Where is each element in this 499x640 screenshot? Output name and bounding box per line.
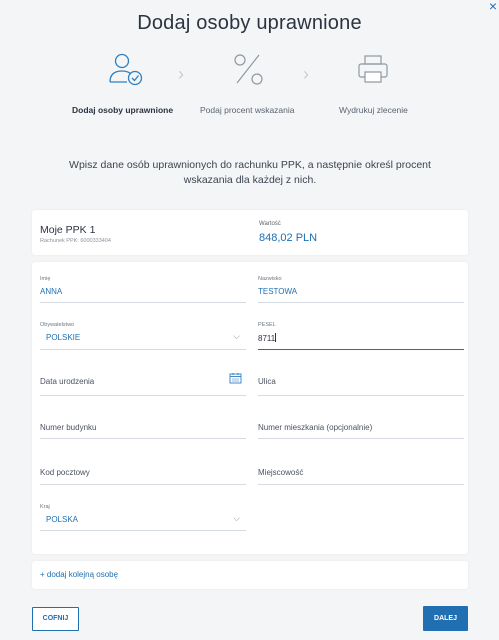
step-label-add-persons: Dodaj osoby uprawnione: [72, 105, 174, 115]
street-placeholder: Ulica: [258, 377, 276, 386]
account-value-label: Wartość: [259, 221, 281, 227]
person-check-icon: [108, 52, 146, 86]
apartment-number-field[interactable]: [258, 422, 464, 439]
country-value: POLSKA: [46, 515, 79, 524]
next-button[interactable]: DALEJ: [423, 606, 468, 631]
country-select[interactable]: [40, 504, 246, 531]
step-label-percent: Podaj procent wskazania: [200, 105, 295, 115]
first-name-label: Imię: [40, 276, 51, 282]
first-name-field[interactable]: [40, 276, 246, 303]
pesel-value: 8711: [258, 334, 276, 343]
building-number-field[interactable]: [40, 422, 246, 439]
intro-text: Wpisz dane osób uprawnionych do rachunku PPK, a następnie określ procent wskazania dla każdej z nich.: [69, 159, 431, 186]
account-name: Moje PPK 1: [40, 224, 96, 236]
percent-icon: [232, 52, 266, 86]
close-icon[interactable]: ×: [488, 0, 497, 14]
account-number: Rachunek PPK: 6000333404: [40, 238, 111, 244]
last-name-label: Nazwisko: [258, 276, 282, 282]
postal-code-field[interactable]: [40, 468, 246, 485]
beneficiary-form: [32, 262, 468, 554]
chevron-right-icon: ›: [178, 64, 184, 84]
account-value: 848,02 PLN: [259, 232, 318, 244]
pesel-label: PESEL: [258, 322, 276, 328]
chevron-down-icon: ⌵: [233, 513, 240, 523]
printer-icon: [356, 52, 390, 86]
first-name-value: ANNA: [40, 287, 63, 296]
step-label-print: Wydrukuj zlecenie: [339, 105, 408, 115]
add-person-card: [32, 561, 468, 589]
chevron-right-icon: ›: [303, 64, 309, 84]
last-name-value: TESTOWA: [258, 287, 298, 296]
pesel-field[interactable]: [258, 322, 464, 350]
citizenship-value: POLSKIE: [46, 333, 81, 342]
calendar-icon[interactable]: [229, 372, 242, 384]
text-cursor: [275, 333, 276, 342]
last-name-field[interactable]: [258, 276, 464, 303]
account-card: [32, 210, 468, 255]
postal-code-placeholder: Kod pocztowy: [40, 468, 90, 477]
dialog-title: Dodaj osoby uprawnione: [137, 12, 362, 34]
city-field[interactable]: [258, 468, 464, 485]
apartment-number-placeholder: Numer mieszkania (opcjonalnie): [258, 423, 373, 432]
building-number-placeholder: Numer budynku: [40, 423, 97, 432]
citizenship-label: Obywatelstwo: [40, 322, 75, 328]
back-button[interactable]: COFNIJ: [32, 607, 79, 631]
birth-date-field[interactable]: [40, 375, 246, 396]
country-label: Kraj: [40, 504, 50, 510]
street-field[interactable]: [258, 375, 464, 396]
add-person-link[interactable]: + dodaj kolejną osobę: [40, 570, 119, 579]
birth-date-placeholder: Data urodzenia: [40, 377, 95, 386]
chevron-down-icon: ⌵: [233, 331, 240, 341]
citizenship-select[interactable]: [40, 322, 246, 350]
city-placeholder: Miejscowość: [258, 468, 304, 477]
